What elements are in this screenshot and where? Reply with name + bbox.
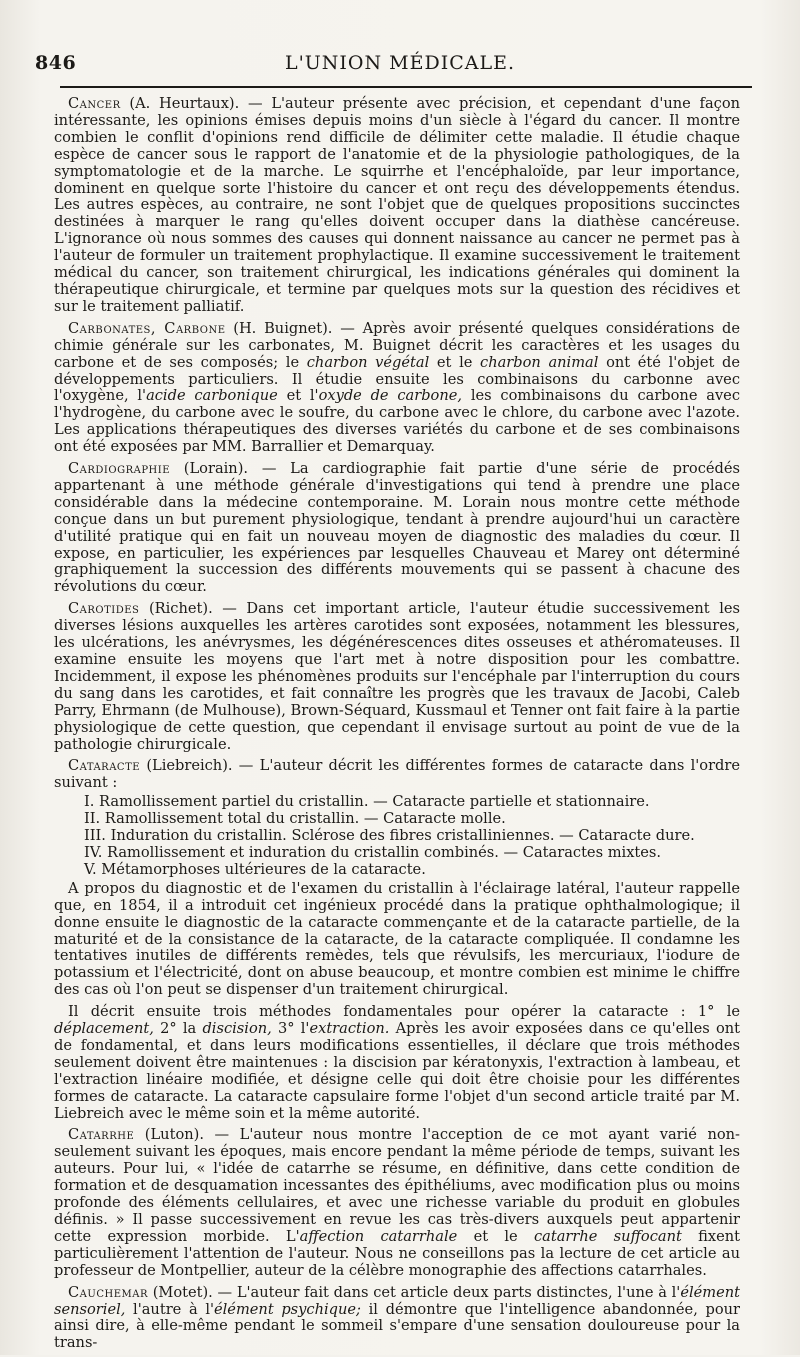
entry-text: 2° la bbox=[160, 1020, 197, 1038]
entry-author: (H. Buignet). bbox=[233, 319, 333, 337]
entry-head: Catarrhe bbox=[68, 1126, 135, 1144]
entry-italic: élément sensoriel, bbox=[54, 1283, 741, 1318]
entry-author: (Lorain). bbox=[183, 460, 249, 478]
article-body bbox=[54, 96, 740, 1357]
entry-author: (Liebreich). bbox=[146, 757, 233, 775]
entry-head: Cardiographie bbox=[68, 460, 171, 478]
entry-italic: acide carbonique bbox=[146, 387, 278, 405]
entry-author: (A. Heurtaux). bbox=[129, 95, 240, 112]
entry-text: ont été l'objet de développements particuliers. Il étudie ensuite les combinaisons du carbonne avec l'oxygène, l' bbox=[54, 353, 741, 405]
entry-text: l'autre à l' bbox=[133, 1300, 214, 1318]
entry-italic: affection catarrhale bbox=[299, 1227, 458, 1245]
entry-italic: discision, bbox=[202, 1020, 272, 1038]
list-item: II. Ramollissement total du cristallin. — Cataracte molle. bbox=[84, 810, 506, 828]
header-rule bbox=[60, 86, 752, 88]
entry-italic: élément psychique; bbox=[214, 1300, 361, 1318]
entry-cardiographie bbox=[54, 461, 740, 596]
entry-author: (Richet). bbox=[148, 600, 213, 618]
entry-head: Cauchemar bbox=[68, 1283, 148, 1301]
entry-text: et l' bbox=[286, 387, 319, 405]
entry-italic: charbon animal bbox=[480, 353, 599, 371]
entry-head: Cataracte bbox=[68, 757, 141, 775]
entry-head: Carbonates, Carbone bbox=[68, 319, 226, 337]
entry-cancer bbox=[54, 96, 740, 316]
entry-text: — Après avoir présenté quelques considérations de chimie générale sur les carbonates, M. Buignet décrit les caractères et les usages du carbone et de ses composés; le bbox=[54, 319, 740, 371]
entry-catarrhe bbox=[54, 1127, 740, 1279]
list-item: IV. Ramollissement et induration du cristallin combinés. — Cataractes mixtes. bbox=[84, 843, 662, 861]
entry-text: et le bbox=[473, 1227, 518, 1245]
entry-italic: oxyde de carbone, bbox=[318, 387, 463, 405]
entry-cataracte bbox=[54, 758, 740, 792]
entry-text: — L'auteur fait dans cet article deux parts distinctes, l'une à l' bbox=[217, 1283, 681, 1301]
page-number: 846 bbox=[35, 52, 77, 74]
entry-italic: charbon végétal bbox=[306, 353, 430, 371]
entry-italic: catarrhe suffocant bbox=[533, 1227, 682, 1245]
entry-carbonates bbox=[54, 321, 740, 456]
entry-text: et le bbox=[436, 353, 473, 371]
list-item: I. Ramollissement partiel du cristallin. — Cataracte partielle et stationnaire. bbox=[84, 793, 650, 811]
entry-carotides bbox=[54, 601, 740, 753]
entry-text: 3° l' bbox=[277, 1020, 310, 1038]
entry-italic: déplacement, bbox=[54, 1020, 154, 1038]
entry-text: — L'auteur nous montre l'acception de ce mot ayant varié non-seulement suivant les époques, mais encore pendant la même période de temps, suivant les auteurs. Pour lui, « l'idée de catarrhe se résume, en définitive, dans cette condition de formation et de desquamation incessantes des épithéliums, avec modification plus ou moins profonde des éléments cellulaires, et avec une richesse variable du produit en globules définis. » Il passe successivement en revue les cas très-divers auxquels peut appartenir cette expression morbide. L' bbox=[54, 1126, 740, 1245]
entry-text: — Dans cet important article, l'auteur étudie successivement les diverses lésions auxquelles les artères carotides sont exposées, notamment les blessures, les ulcérations, les anévrysmes, les dégénérescences dites osseuses et athéromateuses. Il examine ensuite les moyens que l'art met à notre disposition pour les combattre. Incidemment, il expose les phénomènes produits sur l'encéphale par l'interruption du cours du sang dans les carotides, et fait connaître les progrès que les travaux de Jacobi, Caleb Parry, Ehrmann (de Mulhouse), Brown-Séquard, Kussmaul et Tenner ont fait faire à la partie physiologique de cette question, que cependant il envisage surtout au point de vue de la pathologie chirurgicale. bbox=[54, 600, 741, 753]
entry-cauchemar bbox=[54, 1285, 740, 1353]
entry-text: Il décrit ensuite trois méthodes fondamentales pour opérer la cataracte : 1° le bbox=[68, 1003, 740, 1021]
cataract-forms-list bbox=[54, 794, 740, 879]
entry-italic: extraction. bbox=[309, 1020, 390, 1038]
page-header bbox=[35, 52, 765, 82]
entry-text: — L'auteur présente avec précision, et cependant d'une façon intéressante, les opinions émises depuis moins d'un siècle à l'égard du cancer. Il montre combien le conflit d'opinions rend difficile de délimiter cette maladie. Il étudie chaque espèce de cancer sous le rapport de l'anatomie et de la physiologie pathologiques, de la symptomatologie et de la marche. Le squirrhe et l'encéphaloïde, par leur importance, dominent en quelque sorte l'histoire du cancer et ont reçu des développements étendus. Les autres espèces, au contraire, ne sont l'objet que de quelques propositions succinctes destinées à marquer le rang qu'elles doivent occuper dans la diathèse cancéreuse. L'ignorance où nous sommes des causes qui donnent naissance au cancer ne permet pas à l'auteur de formuler un traitement prophylactique. Il examine successivement le traitement médical du cancer, son traitement chirurgical, les indications générales qui dominent la thérapeutique chirurgicale, et termine par quelques mots sur la question des récidives et sur le traitement palliatif. bbox=[54, 95, 741, 315]
running-title: L'UNION MÉDICALE. bbox=[284, 52, 516, 74]
entry-text: fixent particulièrement l'attention de l'auteur. Nous ne conseillons pas la lecture de cet article au professeur de Montpellier, auteur de la célèbre monographie des affections catarrhales. bbox=[54, 1227, 741, 1279]
entry-text: — L'auteur décrit les différentes formes de cataracte dans l'ordre suivant : bbox=[54, 757, 740, 792]
entry-text: — La cardiographie fait partie d'une série de procédés appartenant à une méthode générale d'investigations qui tend à prendre une place considérable dans la médecine contemporaine. M. Lorain nous montre cette méthode conçue dans un but purement physiologique, tendant à prendre aujourd'hui un caractère d'utilité pratique qui en fait un nouveau moyen de diagnostic des maladies du cœur. Il expose, en particulier, les expériences par lesquelles Chauveau et Marey ont déterminé graphiquement la succession des différents mouvements qui se passent à chacune des révolutions du cœur. bbox=[54, 460, 740, 596]
cataracte-methods-paragraph bbox=[54, 1004, 740, 1122]
list-item: III. Induration du cristallin. Sclérose des fibres cristalliniennes. — Cataracte dure. bbox=[84, 827, 695, 845]
entry-head: Carotides bbox=[68, 600, 140, 618]
cataracte-paragraph: A propos du diagnostic et de l'examen du cristallin à l'éclairage latéral, l'auteur rappelle que, en 1854, il a introduit cet ingénieux procédé dans la pratique ophthalmologique; il donne ensuite le diagnostic de la cataracte commençante et de la cataracte partielle, de la maturité et de la consistance de la cataracte, de la cataracte compliquée. Il condamne les tentatives inutiles de différents remèdes, tels que révulsifs, les mercuriaux, l'iodure de potassium et l'électricité, dont on abuse beaucoup, et montre combien est minime le chiffre des cas où l'on peut se dispenser d'un traitement chirurgical. bbox=[54, 879, 740, 999]
entry-author: (Luton). bbox=[144, 1126, 204, 1144]
entry-text: il démontre que l'intelligence abandonnée, pour ainsi dire, à elle-même pendant le sommeil s'empare d'une sensation douloureuse pour la trans- bbox=[54, 1300, 740, 1352]
entry-text: Après les avoir exposées dans ce qu'elles ont de fondamental, et dans leurs modifications essentielles, il déclare que trois méthodes seulement doivent être maintenues : la discision par kératonyxis, l'extraction à lambeau, et l'extraction linéaire modifiée, et désigne celle qui doit être choisie pour les différentes formes de cataracte. La cataracte capsulaire forme l'objet d'un second article traité par M. Liebreich avec le même soin et la même autorité. bbox=[54, 1020, 741, 1122]
list-item: V. Métamorphoses ultérieures de la cataracte. bbox=[84, 860, 426, 878]
entry-author: (Motet). bbox=[152, 1283, 213, 1301]
entry-head: Cancer bbox=[68, 95, 121, 112]
entry-text: les combinaisons du carbone avec l'hydrogène, du carbone avec le soufre, du carbone avec le chlore, du carbone avec l'azote. Les applications thérapeutiques des diverses variétés du carbone et de ses combinaisons ont été exposées par MM. Barrallier et Demarquay. bbox=[54, 387, 740, 456]
